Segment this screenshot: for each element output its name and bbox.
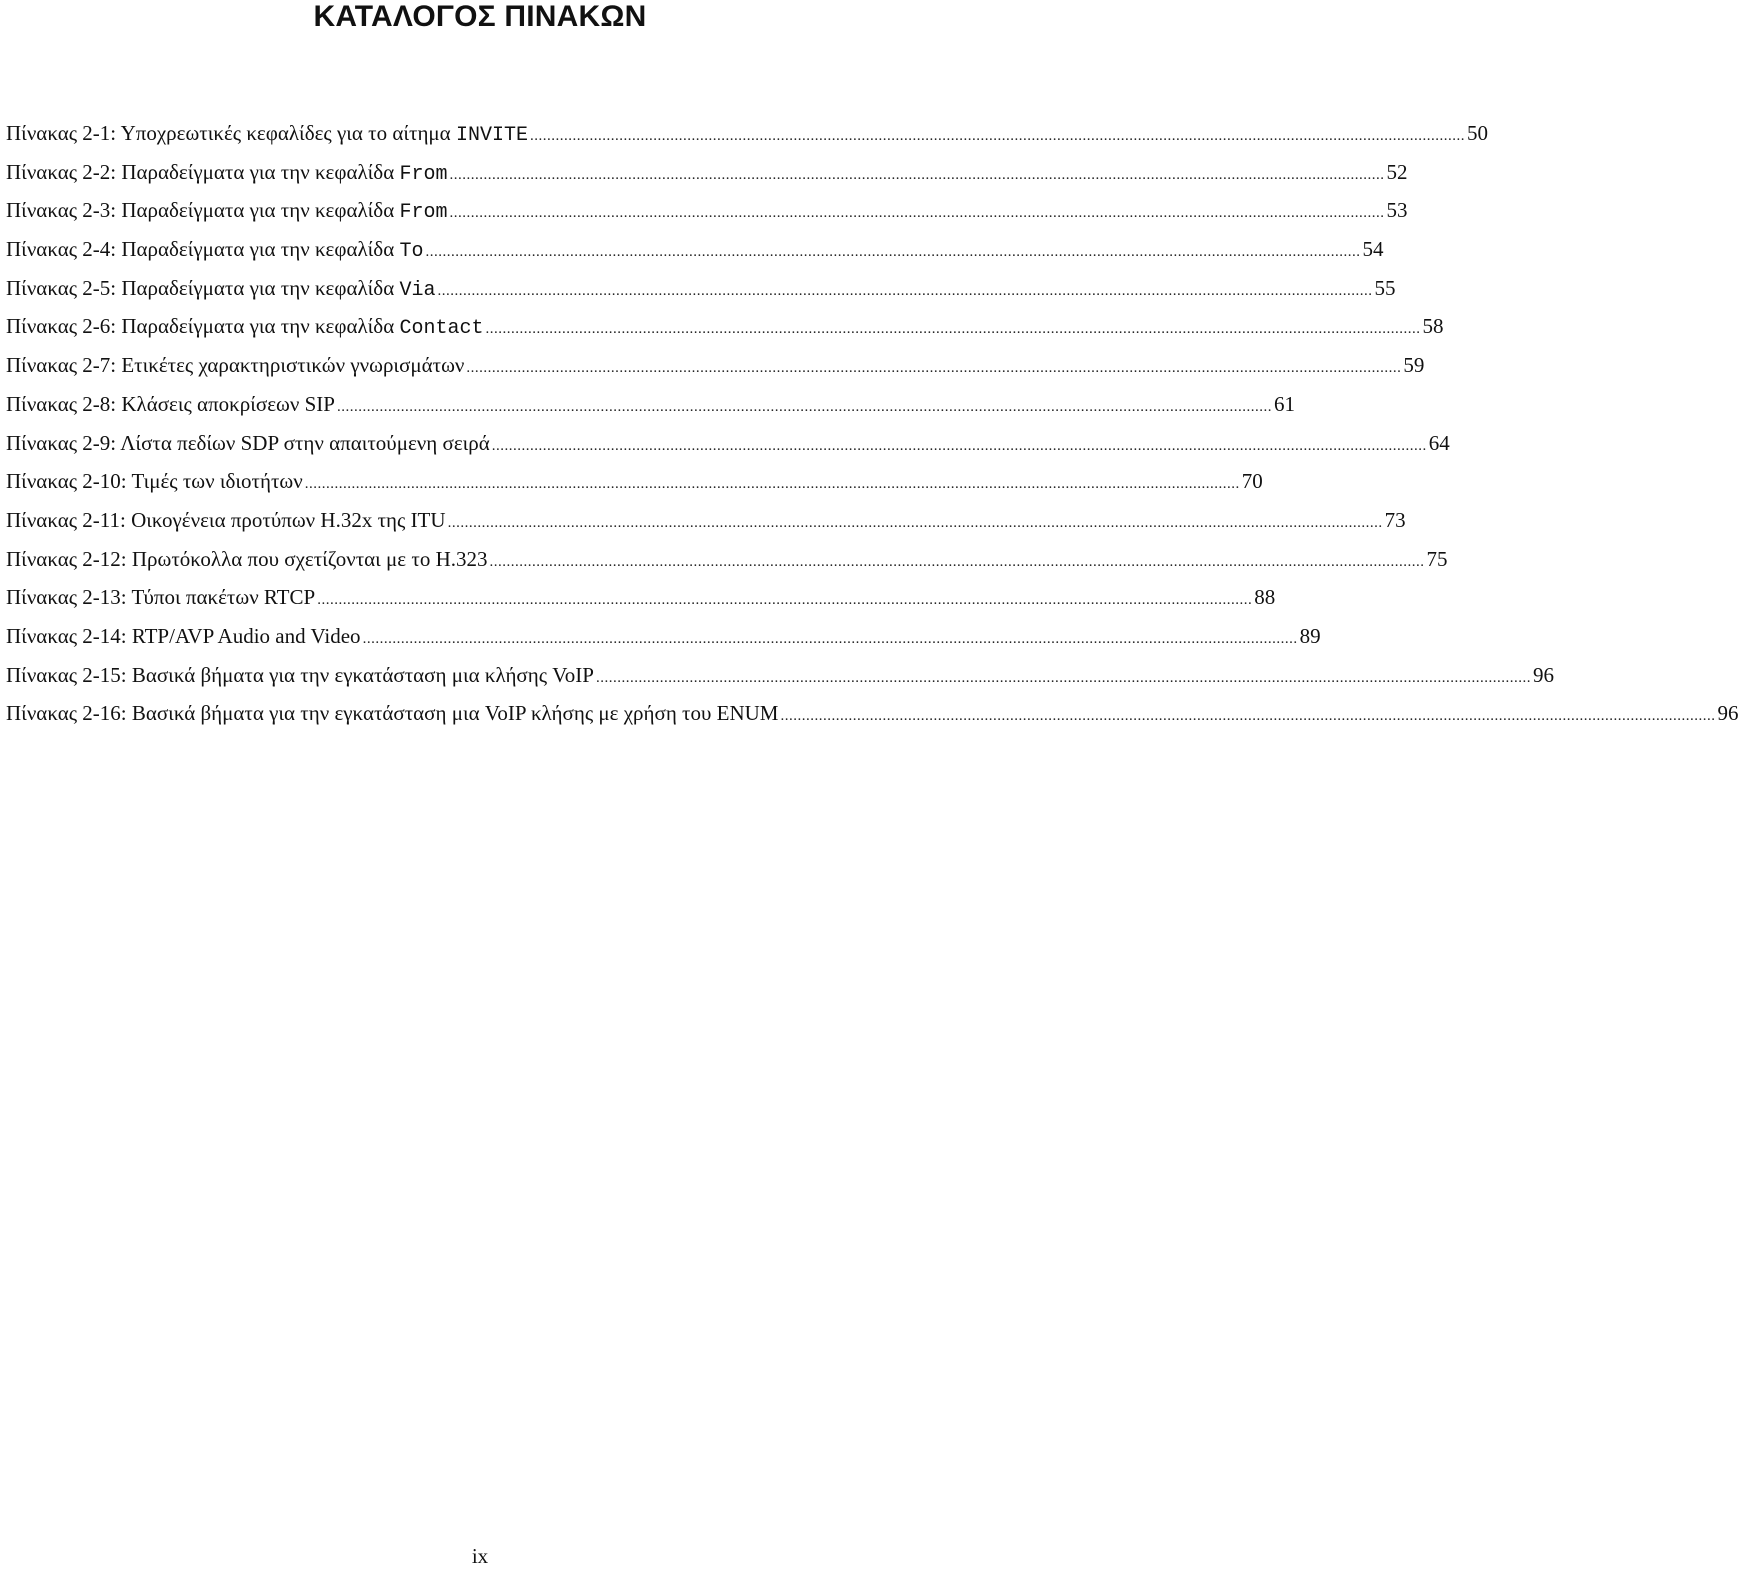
toc-entry-label <box>6 582 315 615</box>
toc-entry-text: Πίνακας 2-9: Λίστα πεδίων SDP στην απαιτούμενη σειρά <box>6 430 490 455</box>
toc-entry-label <box>6 428 490 461</box>
dot-leader: ............................................................................................................................................................................................................................ <box>529 128 1465 144</box>
toc-entry[interactable] <box>6 195 1408 234</box>
toc-entry-text: Πίνακας 2-13: Τύποι πακέτων RTCP <box>6 585 316 610</box>
toc-entry-text: Πίνακας 2-3: Παραδείγματα για την κεφαλίδα <box>6 198 400 223</box>
toc-entry[interactable] <box>6 582 1276 621</box>
dot-leader: ............................................................................................................................................................................................................................ <box>362 630 1298 647</box>
toc-entry-text: Πίνακας 2-14: RTP/AVP Audio and Video <box>6 623 361 648</box>
dot-leader: ............................................................................................................................................................................................................................ <box>447 514 1383 531</box>
toc-entry-page: 70 <box>1241 469 1263 494</box>
toc-entry[interactable] <box>6 350 1425 389</box>
toc-entry-code: INVITE <box>455 124 528 147</box>
toc-entry-label <box>6 157 447 190</box>
toc-entry-page: 59 <box>1403 353 1425 378</box>
toc-entry-page: 75 <box>1426 546 1448 571</box>
dot-leader: ............................................................................................................................................................................................................................ <box>304 476 1240 493</box>
toc-entry-label <box>6 311 483 344</box>
dot-leader: ............................................................................................................................................................................................................................ <box>780 708 1716 725</box>
dot-leader: ............................................................................................................................................................................................................................ <box>449 205 1385 222</box>
toc-entry-code: From <box>399 162 448 186</box>
toc-entry[interactable] <box>6 311 1444 350</box>
toc-entry[interactable] <box>6 698 1738 737</box>
toc-entry-text: Πίνακας 2-4: Παραδείγματα για την κεφαλίδα <box>6 237 400 262</box>
toc-entry[interactable] <box>6 157 1408 196</box>
dot-leader: ............................................................................................................................................................................................................................ <box>595 669 1531 686</box>
dot-leader: ............................................................................................................................................................................................................................ <box>437 282 1373 299</box>
toc-entry-label <box>6 195 447 228</box>
toc-entry-text: Πίνακας 2-10: Τιμές των ιδιοτήτων <box>6 469 303 494</box>
toc-entry-page: 89 <box>1299 623 1321 648</box>
toc-entry-text: Πίνακας 2-15: Βασικά βήματα για την εγκατάσταση μια κλήσης VoIP <box>6 662 594 687</box>
dot-leader: ............................................................................................................................................................................................................................ <box>491 437 1427 454</box>
toc-entry[interactable] <box>6 466 1263 505</box>
toc-entry-label <box>6 350 464 383</box>
toc-entry-text: Πίνακας 2-11: Οικογένεια προτύπων H.32x της ITU <box>6 507 446 532</box>
toc-entry[interactable] <box>6 234 1384 273</box>
toc-entry-page: 50 <box>1466 121 1488 145</box>
toc-entry-page: 64 <box>1428 430 1450 455</box>
toc-entry[interactable] <box>6 273 1396 312</box>
toc-entry-label <box>6 234 423 267</box>
toc-entry-text: Πίνακας 2-1: Υποχρεωτικές κεφαλίδες για το αίτημα <box>6 121 456 145</box>
dot-leader: ............................................................................................................................................................................................................................ <box>425 244 1361 261</box>
toc-entry[interactable] <box>6 660 1554 699</box>
page-number: ix <box>471 1544 489 1568</box>
dot-leader: ............................................................................................................................................................................................................................ <box>466 360 1402 377</box>
toc-entry-code: From <box>399 201 448 225</box>
toc-entry-label <box>6 698 778 731</box>
toc-entry-code: Contact <box>399 317 484 341</box>
toc-entry-page: 88 <box>1254 585 1276 610</box>
toc-entry-label <box>6 505 446 538</box>
dot-leader: ............................................................................................................................................................................................................................ <box>449 166 1385 183</box>
toc-entry-text: Πίνακας 2-12: Πρωτόκολλα που σχετίζονται με το H.323 <box>6 546 488 571</box>
toc-entry-code: To <box>399 240 424 264</box>
toc-entry-page: 96 <box>1532 662 1554 687</box>
toc-entry-page: 52 <box>1386 159 1408 184</box>
toc-entry-text: Πίνακας 2-2: Παραδείγματα για την κεφαλίδα <box>6 159 400 184</box>
toc-entry[interactable] <box>6 118 1488 157</box>
toc-entry-page: 53 <box>1386 198 1408 223</box>
toc-entry-text: Πίνακας 2-16: Βασικά βήματα για την εγκατάσταση μια VoIP κλήσης με χρήση του ENUM <box>6 701 779 726</box>
toc-entry[interactable] <box>6 428 1450 467</box>
dot-leader: ............................................................................................................................................................................................................................ <box>489 553 1425 570</box>
toc-entry-label <box>6 660 594 693</box>
toc-entry-text: Πίνακας 2-6: Παραδείγματα για την κεφαλίδα <box>6 314 400 339</box>
toc-entry-label <box>6 544 487 577</box>
toc-entry-page: 58 <box>1422 314 1444 339</box>
toc-entry-label <box>6 118 528 151</box>
toc-entry-text: Πίνακας 2-7: Ετικέτες χαρακτηριστικών γνωρισμάτων <box>6 353 465 378</box>
toc-entry-code: Via <box>399 278 436 302</box>
toc-entry-label <box>6 389 335 422</box>
toc-entry[interactable] <box>6 544 1448 583</box>
dot-leader: ............................................................................................................................................................................................................................ <box>317 592 1253 609</box>
toc-entry-page: 96 <box>1717 701 1738 726</box>
toc-entry[interactable] <box>6 621 1321 660</box>
toc-entry-label <box>6 273 435 306</box>
toc-entry-text: Πίνακας 2-5: Παραδείγματα για την κεφαλίδα <box>6 275 400 300</box>
toc-entry-page: 55 <box>1374 275 1396 300</box>
toc-entry-text: Πίνακας 2-8: Κλάσεις αποκρίσεων SIP <box>6 391 335 416</box>
table-of-tables <box>6 118 1738 737</box>
toc-entry[interactable] <box>6 389 1295 428</box>
toc-entry-page: 61 <box>1273 391 1295 416</box>
dot-leader: ............................................................................................................................................................................................................................ <box>485 321 1421 338</box>
toc-entry-page: 73 <box>1384 507 1406 532</box>
dot-leader: ............................................................................................................................................................................................................................ <box>336 398 1272 415</box>
toc-entry-label <box>6 466 303 499</box>
toc-entry-page: 54 <box>1362 237 1384 262</box>
toc-entry[interactable] <box>6 505 1406 544</box>
toc-entry-label <box>6 621 361 654</box>
page-title: ΚΑΤΑΛΟΓΟΣ ΠΙΝΑΚΩΝ <box>313 0 647 33</box>
